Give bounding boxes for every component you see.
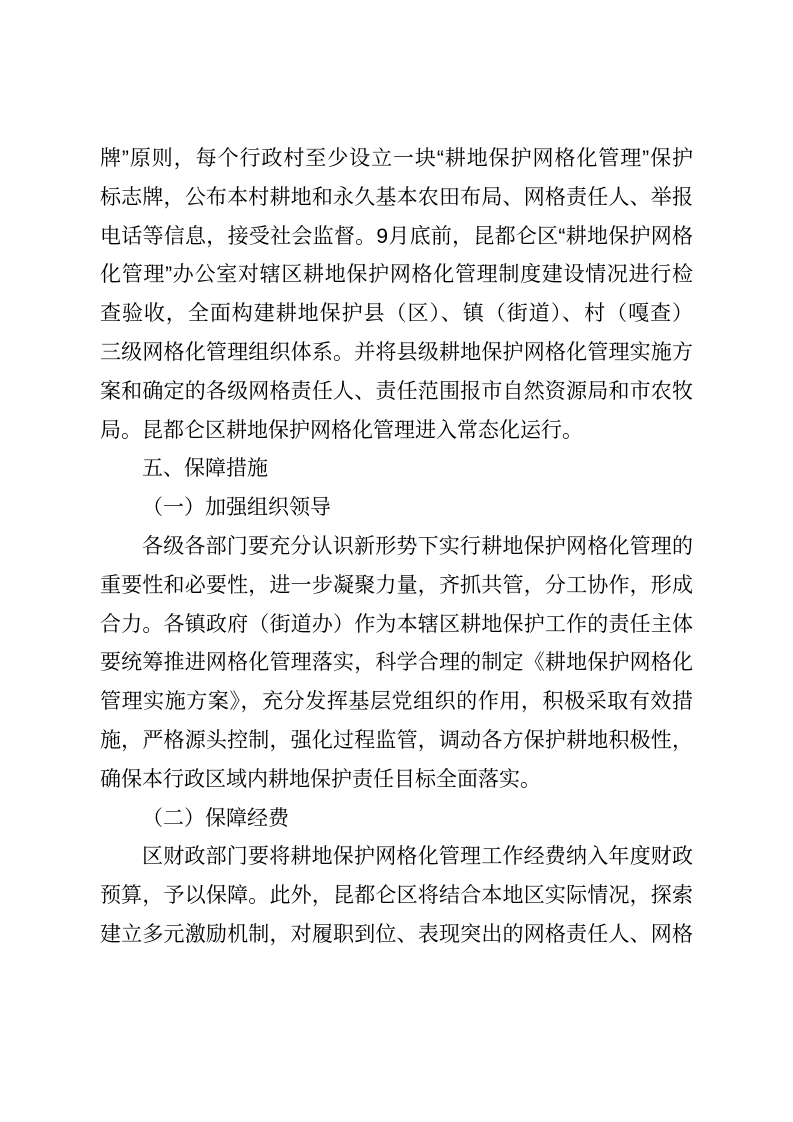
text-line: 预算，予以保障。此外，昆都仑区将结合本地区实际情况，探索 (100, 884, 693, 908)
text-line: 案和确定的各级网格责任人、责任范围报市自然资源局和市农牧 (100, 379, 693, 403)
text-line: 各级各部门要充分认识新形势下实行耕地保护网格化管理的 (142, 534, 693, 558)
text-line: 确保本行政区域内耕地保护责任目标全面落实。 (100, 767, 541, 791)
text-line: 化管理”办公室对辖区耕地保护网格化管理制度建设情况进行检 (100, 263, 693, 287)
text-line: 施，严格源头控制，强化过程监管，调动各方保护耕地积极性， (100, 728, 693, 752)
text-line: 标志牌，公布本村耕地和永久基本农田布局、网格责任人、举报 (100, 185, 693, 209)
text-line: 牌”原则，每个行政村至少设立一块“耕地保护网格化管理”保护 (100, 147, 693, 170)
heading-line: 五、保障措施 (142, 457, 268, 481)
heading-line: （二）保障经费 (142, 806, 289, 830)
text-line: 局。昆都仑区耕地保护网格化管理进入常态化运行。 (100, 418, 583, 442)
text-line: 三级网格化管理组织体系。并将县级耕地保护网格化管理实施方 (100, 340, 693, 364)
text-line: 区财政部门要将耕地保护网格化管理工作经费纳入年度财政 (142, 845, 693, 869)
text-line: 要统筹推进网格化管理落实，科学合理的制定《耕地保护网格化 (100, 651, 693, 675)
document-body (100, 140, 693, 955)
text-line: 电话等信息，接受社会监督。9月底前，昆都仑区“耕地保护网格 (100, 224, 693, 248)
text-line: 重要性和必要性，进一步凝聚力量，齐抓共管，分工协作，形成 (100, 573, 693, 597)
text-line: 管理实施方案》，充分发挥基层党组织的作用，积极采取有效措 (100, 690, 693, 714)
text-line: 建立多元激励机制，对履职到位、表现突出的网格责任人、网格 (100, 922, 693, 946)
text-line: 查验收，全面构建耕地保护县（区）、镇（街道）、村（嘎查） (100, 302, 693, 326)
heading-line: （一）加强组织领导 (142, 496, 331, 520)
text-line: 合力。各镇政府（街道办）作为本辖区耕地保护工作的责任主体 (100, 612, 693, 636)
